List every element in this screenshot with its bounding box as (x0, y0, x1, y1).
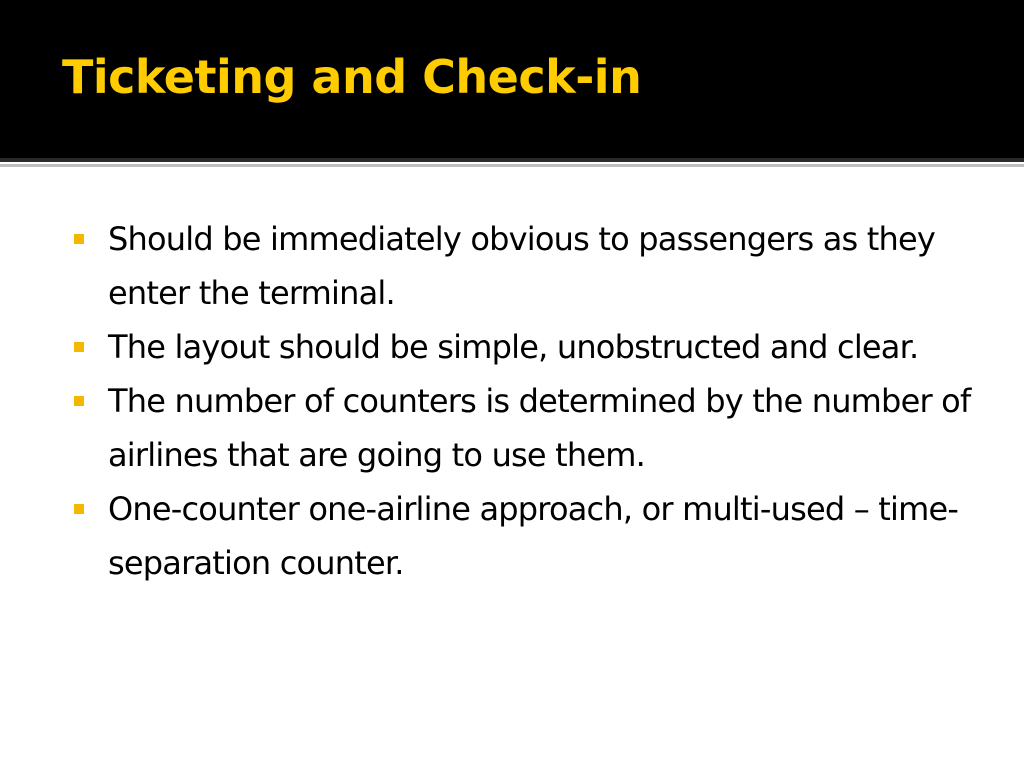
bullet-item (72, 482, 982, 590)
square-bullet-icon (74, 234, 84, 244)
bullet-text: The layout should be simple, unobstructed and clear. (108, 328, 919, 366)
title-divider-light (0, 164, 1024, 167)
square-bullet-icon (74, 504, 84, 514)
bullet-item (72, 320, 982, 374)
bullet-text: One-counter one-airline approach, or multi-used – time-separation counter. (108, 490, 959, 582)
bullet-item (72, 374, 982, 482)
title-divider-dark (0, 158, 1024, 162)
bullet-text: The number of counters is determined by the number of airlines that are going to use them. (108, 382, 971, 474)
square-bullet-icon (74, 342, 84, 352)
title-bar (0, 0, 1024, 158)
bullet-item (72, 212, 982, 320)
bullet-text: Should be immediately obvious to passengers as they enter the terminal. (108, 220, 936, 312)
bullet-list (72, 212, 982, 590)
square-bullet-icon (74, 396, 84, 406)
slide-title: Ticketing and Check-in (62, 50, 642, 104)
